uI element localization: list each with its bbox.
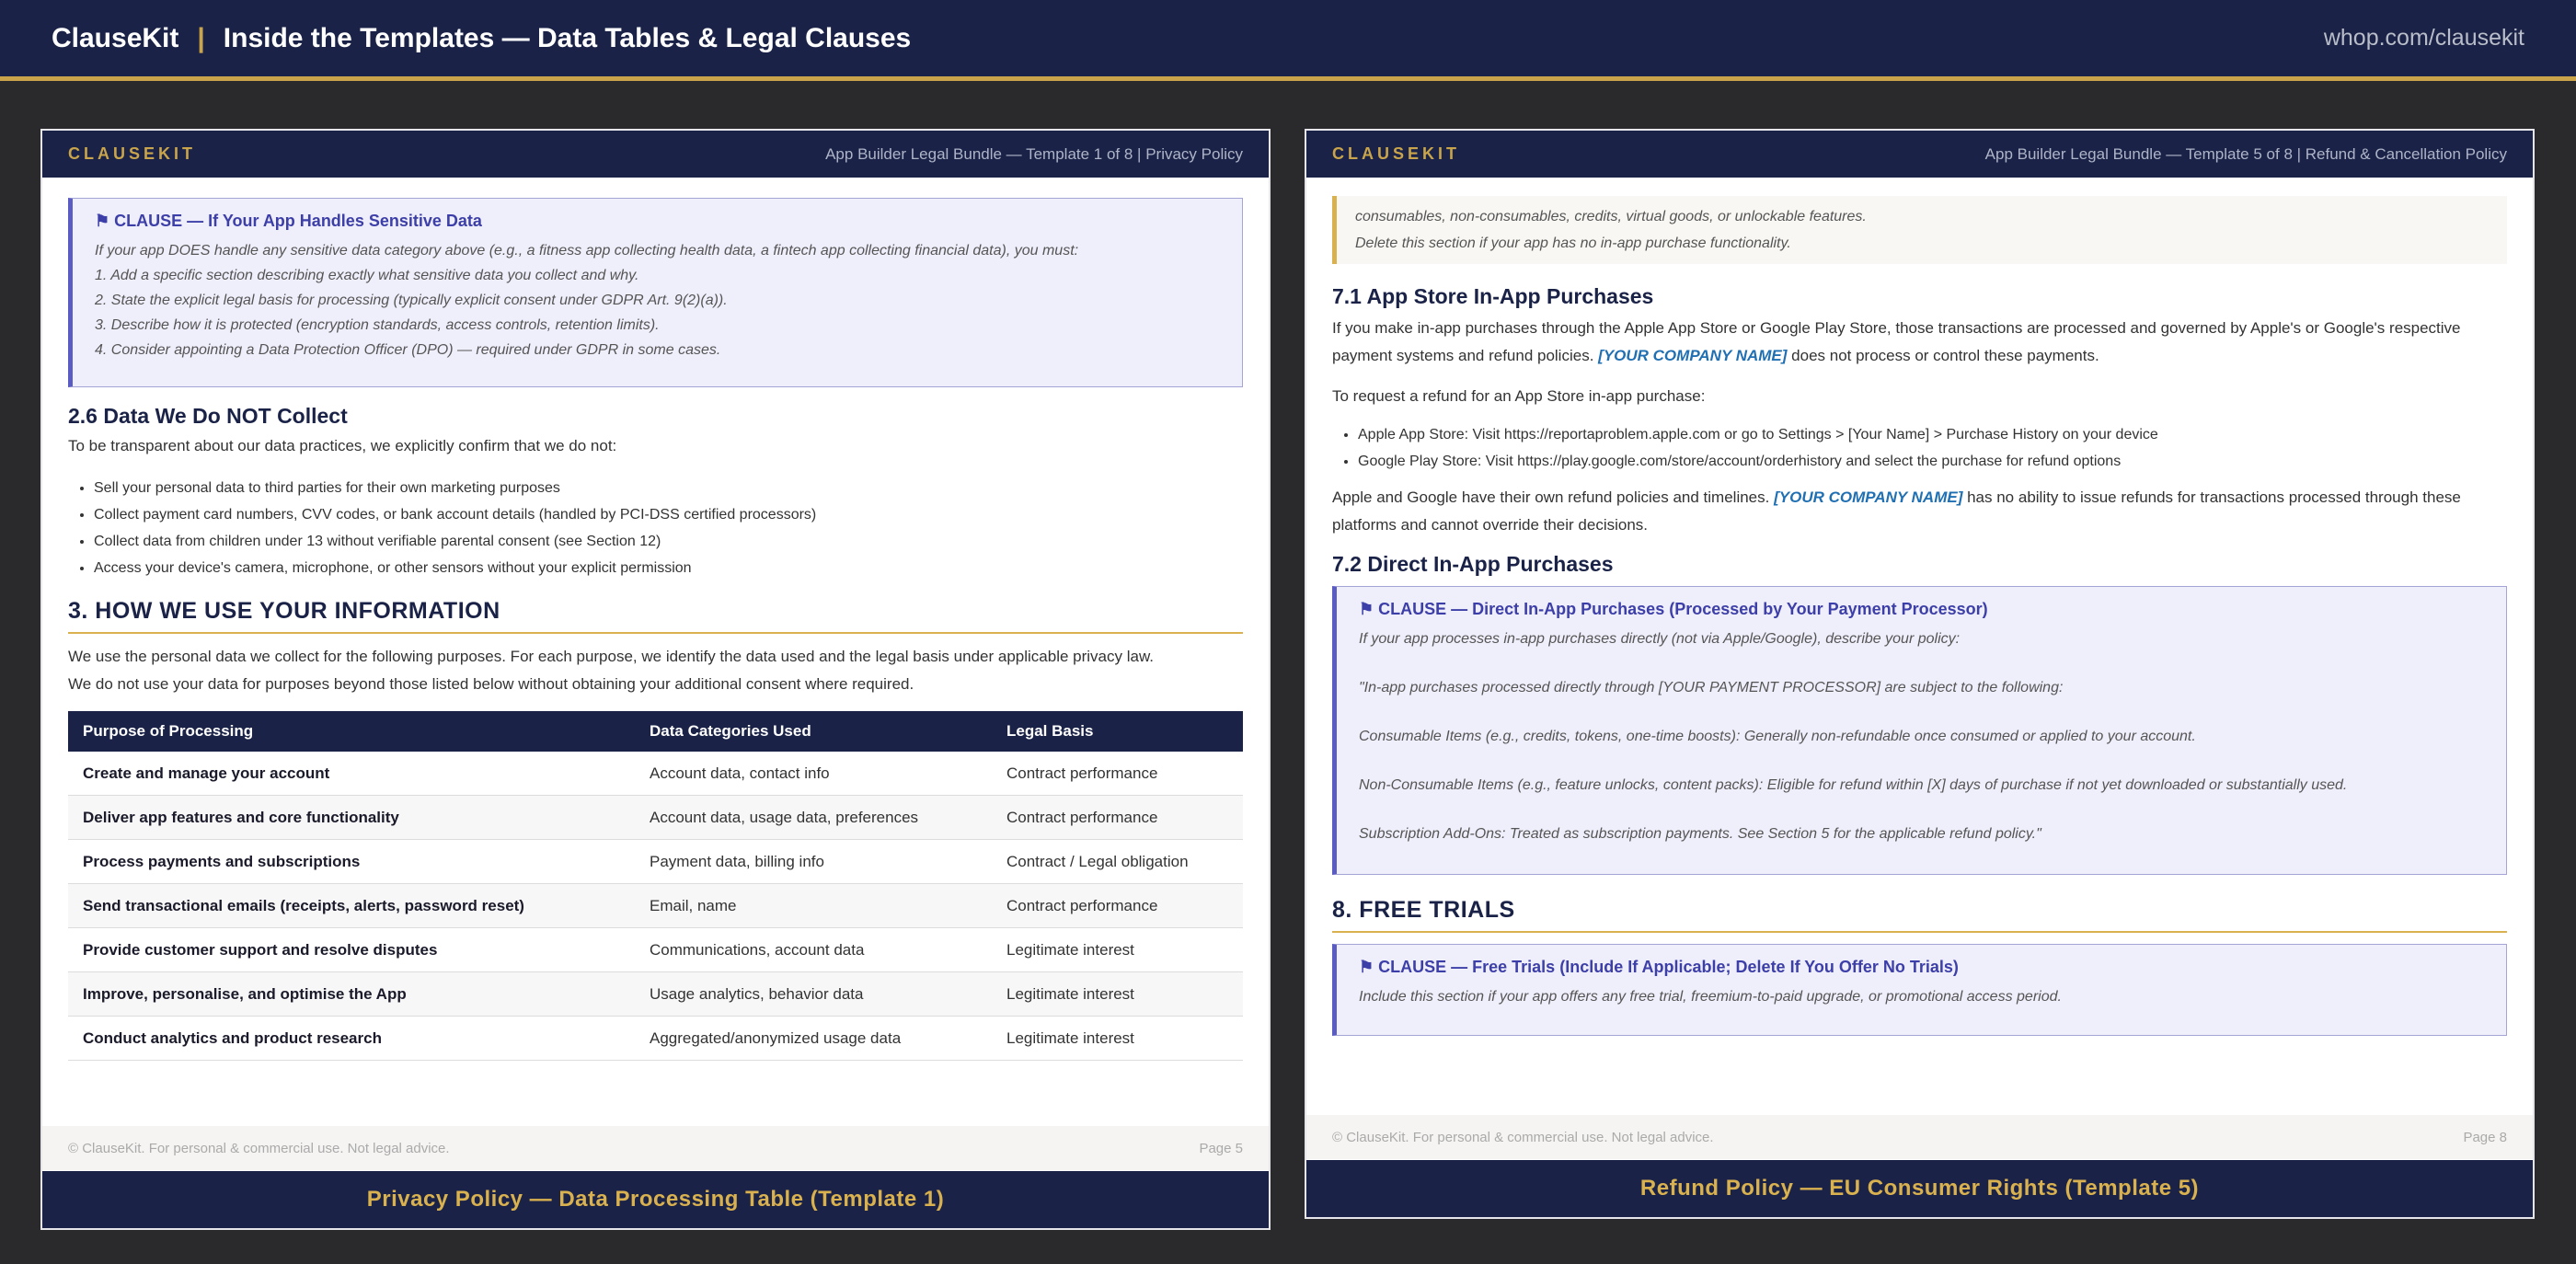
document-info: App Builder Legal Bundle — Template 5 of 8 | Refund & Cancellation Policy xyxy=(1984,144,2507,163)
data-categories-cell: Payment data, billing info xyxy=(635,840,992,884)
paragraph-text: has no ability to issue refunds for transactions processed through these platforms and cannot override their decisions. xyxy=(1332,488,2461,534)
clause-line: 2. State the explicit legal basis for processing (typically explicit consent under GDPR Art. 9(2)(a)). xyxy=(95,293,728,308)
data-categories-cell: Communications, account data xyxy=(635,928,992,972)
section-heading-8: 8. FREE TRIALS xyxy=(1332,897,2507,933)
paragraph xyxy=(1332,484,2507,539)
paragraph-text: does not process or control these payments. xyxy=(1791,347,2099,364)
clause-title: ⚑ CLAUSE — Free Trials (Include If Applicable; Delete If You Offer No Trials) xyxy=(1359,958,1959,976)
purpose-cell: Deliver app features and core functionality xyxy=(68,796,635,840)
section-heading-2-6: 2.6 Data We Do NOT Collect xyxy=(68,404,348,428)
list-item: • Apple App Store: Visit https://reportaproblem.apple.com or go to Settings > [Your Name] > Purchase History on your device xyxy=(1358,421,2507,448)
data-categories-cell: Email, name xyxy=(635,884,992,928)
company-name-placeholder: [YOUR COMPANY NAME] xyxy=(1774,488,1963,506)
table-row xyxy=(68,884,1243,928)
top-banner xyxy=(0,0,2576,81)
paragraph-text: If you make in-app purchases through the Apple App Store or Google Play Store, those transactions are processed and governed by Apple's or Google's respective payment systems and refund policies. xyxy=(1332,319,2461,364)
list-item: • Collect data from children under 13 without verifiable parental consent (see Section 12) xyxy=(94,528,1243,555)
clause-line: Subscription Add-Ons: Treated as subscription payments. See Section 5 for the applicable refund policy." xyxy=(1359,826,2041,842)
purpose-cell: Process payments and subscriptions xyxy=(68,840,635,884)
do-not-collect-list xyxy=(68,475,1243,581)
clause-line: Include this section if your app offers any free trial, freemium-to-paid upgrade, or promotional access period. xyxy=(1359,989,2062,1005)
document-logo: CLAUSEKIT xyxy=(1332,144,1460,163)
clause-line: "In-app purchases processed directly through [YOUR PAYMENT PROCESSOR] are subject to the following: xyxy=(1359,680,2064,695)
paragraph: We do not use your data for purposes beyond those listed below without obtaining your additional consent where required. xyxy=(68,675,914,693)
legal-basis-cell: Legitimate interest xyxy=(992,928,1243,972)
page-number: Page 5 xyxy=(1199,1140,1243,1156)
document-footer xyxy=(1306,1115,2533,1159)
template-preview-refund xyxy=(1305,129,2535,1219)
note-box-in-app-purchases xyxy=(1332,196,2507,264)
brand-name: ClauseKit xyxy=(52,22,179,53)
purpose-cell: Improve, personalise, and optimise the App xyxy=(68,972,635,1017)
section-heading-3: 3. HOW WE USE YOUR INFORMATION xyxy=(68,598,1243,634)
document-info: App Builder Legal Bundle — Template 1 of 8 | Privacy Policy xyxy=(825,144,1243,163)
legal-basis-cell: Contract / Legal obligation xyxy=(992,840,1243,884)
legal-basis-cell: Legitimate interest xyxy=(992,972,1243,1017)
legal-basis-cell: Contract performance xyxy=(992,752,1243,796)
clause-line: If your app DOES handle any sensitive data category above (e.g., a fitness app collecting health data, a fintech app collecting financial data), you must: xyxy=(95,243,1079,259)
data-processing-table xyxy=(68,711,1243,1061)
table-row xyxy=(68,972,1243,1017)
table-row xyxy=(68,840,1243,884)
list-item: • Access your device's camera, microphone, or other sensors without your explicit permission xyxy=(94,555,1243,581)
page-number: Page 8 xyxy=(2463,1129,2507,1145)
document-header xyxy=(42,131,1269,178)
data-categories-cell: Aggregated/anonymized usage data xyxy=(635,1017,992,1061)
table-header-row xyxy=(68,711,1243,752)
clause-box-direct-purchases xyxy=(1332,586,2507,875)
section-heading-7-1: 7.1 App Store In-App Purchases xyxy=(1332,284,1654,308)
list-item: • Google Play Store: Visit https://play.google.com/store/account/orderhistory and select the purchase for refund options xyxy=(1358,448,2507,475)
column-header: Legal Basis xyxy=(992,711,1243,752)
legal-basis-cell: Contract performance xyxy=(992,796,1243,840)
note-line: consumables, non-consumables, credits, virtual goods, or unlockable features. xyxy=(1355,209,1867,224)
paragraph: To request a refund for an App Store in-app purchase: xyxy=(1332,387,1706,405)
purpose-cell: Provide customer support and resolve disputes xyxy=(68,928,635,972)
table-row xyxy=(68,796,1243,840)
clause-title: ⚑ CLAUSE — If Your App Handles Sensitive Data xyxy=(95,212,482,230)
clause-line: Consumable Items (e.g., credits, tokens, one-time boosts): Generally non-refundable once consumed or applied to your account. xyxy=(1359,729,2196,744)
data-categories-cell: Usage analytics, behavior data xyxy=(635,972,992,1017)
list-item: • Sell your personal data to third parties for their own marketing purposes xyxy=(94,475,1243,501)
paragraph: We use the personal data we collect for the following purposes. For each purpose, we identify the data used and the legal basis under applicable privacy law. xyxy=(68,648,1155,665)
clause-line: 3. Describe how it is protected (encryption standards, access controls, retention limits). xyxy=(95,317,660,333)
note-line: Delete this section if your app has no in-app purchase functionality. xyxy=(1355,236,1791,251)
clause-box-free-trials xyxy=(1332,944,2507,1036)
clause-line: If your app processes in-app purchases directly (not via Apple/Google), describe your policy: xyxy=(1359,631,1961,647)
purpose-cell: Send transactional emails (receipts, alerts, password reset) xyxy=(68,884,635,928)
company-name-placeholder: [YOUR COMPANY NAME] xyxy=(1598,347,1788,364)
document-footer xyxy=(42,1126,1269,1170)
data-categories-cell: Account data, contact info xyxy=(635,752,992,796)
column-header: Data Categories Used xyxy=(635,711,992,752)
footer-disclaimer: © ClauseKit. For personal & commercial use. Not legal advice. xyxy=(1332,1129,1714,1145)
column-header: Purpose of Processing xyxy=(68,711,635,752)
clause-line: 4. Consider appointing a Data Protection Officer (DPO) — required under GDPR in some cases. xyxy=(95,342,721,358)
paragraph-text: Apple and Google have their own refund policies and timelines. xyxy=(1332,488,1770,506)
document-logo: CLAUSEKIT xyxy=(68,144,196,163)
purpose-cell: Create and manage your account xyxy=(68,752,635,796)
purpose-cell: Conduct analytics and product research xyxy=(68,1017,635,1061)
title-separator: | xyxy=(197,22,205,53)
table-row xyxy=(68,928,1243,972)
document-header xyxy=(1306,131,2533,178)
page-title: Inside the Templates — Data Tables & Legal Clauses xyxy=(223,22,912,53)
document-body xyxy=(1332,196,2507,1036)
document-body xyxy=(68,198,1243,1061)
list-item: • Collect payment card numbers, CVV codes, or bank account details (handled by PCI-DSS certified processors) xyxy=(94,501,1243,528)
clause-title: ⚑ CLAUSE — Direct In-App Purchases (Processed by Your Payment Processor) xyxy=(1359,600,1988,618)
footer-disclaimer: © ClauseKit. For personal & commercial use. Not legal advice. xyxy=(68,1140,450,1156)
clause-line: Non-Consumable Items (e.g., feature unlocks, content packs): Eligible for refund within [X] days of purchase if not yet downloaded or substantially used. xyxy=(1359,777,2348,793)
paragraph xyxy=(1332,315,2507,370)
table-row xyxy=(68,752,1243,796)
data-categories-cell: Account data, usage data, preferences xyxy=(635,796,992,840)
refund-links-list xyxy=(1332,421,2507,475)
template-preview-privacy xyxy=(40,129,1271,1230)
legal-basis-cell: Contract performance xyxy=(992,884,1243,928)
template-caption: Refund Policy — EU Consumer Rights (Template 5) xyxy=(1306,1160,2533,1217)
section-heading-7-2: 7.2 Direct In-App Purchases xyxy=(1332,552,1614,576)
store-url[interactable]: whop.com/clausekit xyxy=(2323,25,2524,51)
legal-basis-cell: Legitimate interest xyxy=(992,1017,1243,1061)
clause-box-sensitive-data xyxy=(68,198,1243,387)
clause-line: 1. Add a specific section describing exactly what sensitive data you collect and why. xyxy=(95,268,639,283)
table-row xyxy=(68,1017,1243,1061)
template-caption: Privacy Policy — Data Processing Table (Template 1) xyxy=(42,1171,1269,1228)
section-intro: To be transparent about our data practices, we explicitly confirm that we do not: xyxy=(68,437,617,454)
